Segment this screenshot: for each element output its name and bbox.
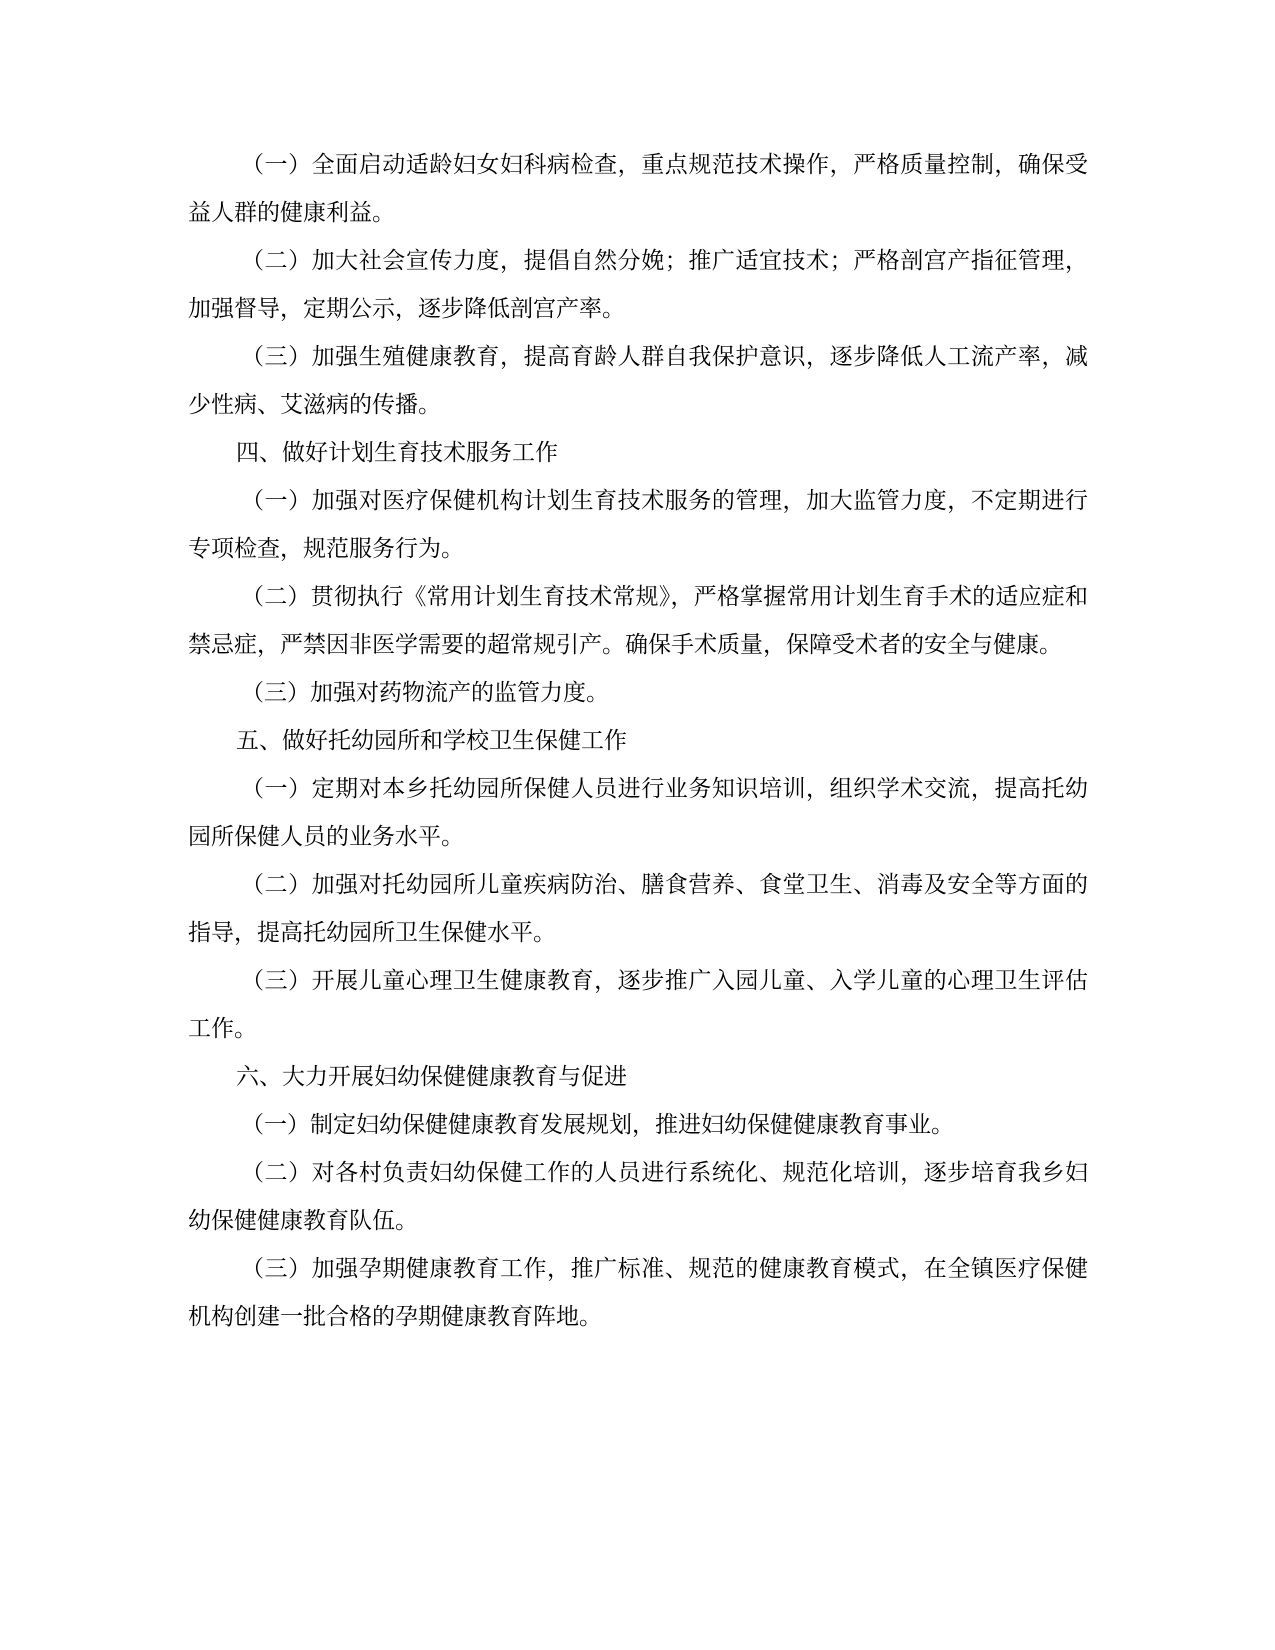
section-heading: 五、做好托幼园所和学校卫生保健工作 (236, 728, 627, 754)
paragraph-item: （一）加强对医疗保健机构计划生育技术服务的管理，加大监管力度，不定期进行专项检查，规范服务行为。 (188, 488, 1088, 562)
paragraph-item: （一）定期对本乡托幼园所保健人员进行业务知识培训，组织学术交流，提高托幼园所保健人员的业务水平。 (188, 776, 1088, 850)
paragraph-item: （三）开展儿童心理卫生健康教育，逐步推广入园儿童、入学儿童的心理卫生评估工作。 (188, 968, 1088, 1042)
paragraph-item: （二）对各村负责妇幼保健工作的人员进行系统化、规范化培训，逐步培育我乡妇幼保健健康教育队伍。 (188, 1160, 1088, 1234)
paragraph-item: （一）制定妇幼保健健康教育发展规划，推进妇幼保健健康教育事业。 (241, 1112, 954, 1138)
paragraph-item: （二）加大社会宣传力度，提倡自然分娩；推广适宜技术；严格剖宫产指征管理，加强督导，定期公示，逐步降低剖宫产率。 (188, 248, 1088, 322)
document-body (188, 141, 1088, 1341)
paragraph-item: （二）贯彻执行《常用计划生育技术常规》，严格掌握常用计划生育手术的适应症和禁忌症，严禁因非医学需要的超常规引产。确保手术质量，保障受术者的安全与健康。 (188, 584, 1088, 658)
paragraph-item: （三）加强孕期健康教育工作，推广标准、规范的健康教育模式，在全镇医疗保健机构创建一批合格的孕期健康教育阵地。 (188, 1256, 1088, 1330)
paragraph-item: （三）加强生殖健康教育，提高育龄人群自我保护意识，逐步降低人工流产率，减少性病、艾滋病的传播。 (188, 344, 1088, 418)
section-heading: 四、做好计划生育技术服务工作 (236, 440, 558, 466)
section-heading: 六、大力开展妇幼保健健康教育与促进 (236, 1064, 627, 1090)
paragraph-item: （三）加强对药物流产的监管力度。 (241, 680, 609, 706)
paragraph-item: （一）全面启动适龄妇女妇科病检查，重点规范技术操作，严格质量控制，确保受益人群的健康利益。 (188, 152, 1088, 226)
paragraph-item: （二）加强对托幼园所儿童疾病防治、膳食营养、食堂卫生、消毒及安全等方面的指导，提高托幼园所卫生保健水平。 (188, 872, 1088, 946)
